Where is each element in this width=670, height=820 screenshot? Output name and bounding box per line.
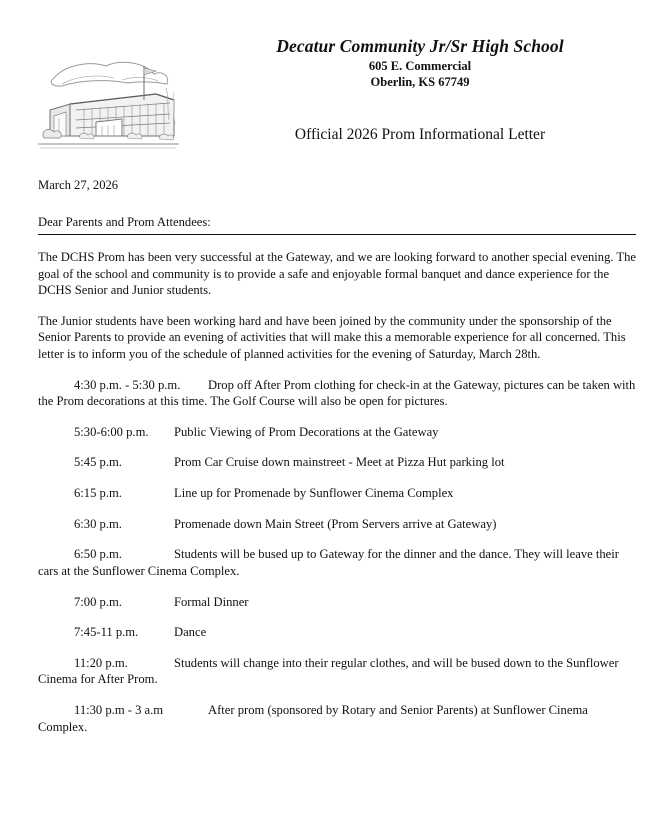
schedule-time: 5:45 p.m. [74, 455, 122, 470]
letter-header [0, 0, 670, 172]
schedule-time: 6:50 p.m. [74, 547, 122, 562]
letter-salutation: Dear Parents and Prom Attendees: [38, 215, 211, 229]
schedule-description: Students will be bused up to Gateway for the dinner and the dance. They will leave their cars at the Sunflower Cinema Complex. [38, 547, 619, 578]
schedule-description: Drop off After Prom clothing for check-in at the Gateway, pictures can be taken with the Prom decorations at this time. The Golf Course will also be open for pictures. [38, 377, 636, 409]
list-item [38, 546, 636, 579]
schedule-description: Dance [174, 625, 207, 640]
schedule-description: Promenade down Main Street (Prom Servers arrive at Gateway) [174, 516, 497, 531]
schedule-description: Line up for Promenade by Sunflower Cinema Complex [174, 486, 454, 501]
schedule-description: After prom (sponsored by Rotary and Senior Parents) at Sunflower Cinema Complex. [38, 702, 588, 734]
list-item [38, 516, 636, 533]
schedule-time: 7:45-11 p.m. [74, 625, 139, 640]
list-item [38, 594, 636, 611]
list-item [38, 624, 636, 641]
schedule-time: 4:30 p.m. - 5:30 p.m. [74, 377, 181, 392]
school-name: Decatur Community Jr/Sr High School [276, 36, 564, 56]
schedule-time: 11:30 p.m - 3 a.m [74, 702, 164, 717]
schedule-time: 6:30 p.m. [74, 516, 122, 531]
letter-paragraph-2: The Junior students have been working hard and have been joined by the community under the sponsorship of the Senior Parents to provide an evening of activities that will make this a memorable experience for all concerned. This letter is to inform you of the schedule of planned activities for the evening of Saturday, March 28th. [38, 313, 626, 362]
list-item [38, 655, 636, 688]
page-title: Official 2026 Prom Informational Letter [294, 126, 546, 143]
schedule-description: Public Viewing of Prom Decorations at the Gateway [174, 424, 439, 439]
schedule-time: 5:30-6:00 p.m. [74, 424, 149, 439]
divider [38, 234, 636, 235]
school-building-illustration-icon [36, 48, 181, 158]
list-item [38, 454, 636, 471]
schedule-description: Students will change into their regular clothes, and will be bused down to the Sunflower Cinema for After Prom. [38, 655, 619, 687]
schedule-time: 7:00 p.m. [74, 594, 122, 609]
letter-paragraph-1: The DCHS Prom has been very successful at the Gateway, and we are looking forward to another special evening. The goal of the school and community is to provide a safe and enjoyable formal banquet and dance experience for the DCHS Senior and Junior students. [38, 250, 637, 298]
school-address-line-1: 605 E. Commercial [368, 59, 472, 74]
schedule-list [38, 377, 636, 736]
schedule-time: 6:15 p.m. [74, 486, 122, 501]
letter-body [38, 178, 636, 749]
list-item [38, 377, 636, 410]
schedule-description: Formal Dinner [174, 594, 249, 609]
letter-date: March 27, 2026 [38, 178, 119, 192]
list-item [38, 485, 636, 502]
school-identity-block [200, 36, 640, 90]
list-item [38, 424, 636, 441]
school-address-line-2: Oberlin, KS 67749 [370, 74, 470, 89]
list-item [38, 702, 636, 735]
schedule-time: 11:20 p.m. [74, 655, 128, 670]
schedule-description: Prom Car Cruise down mainstreet - Meet at Pizza Hut parking lot [174, 455, 505, 470]
